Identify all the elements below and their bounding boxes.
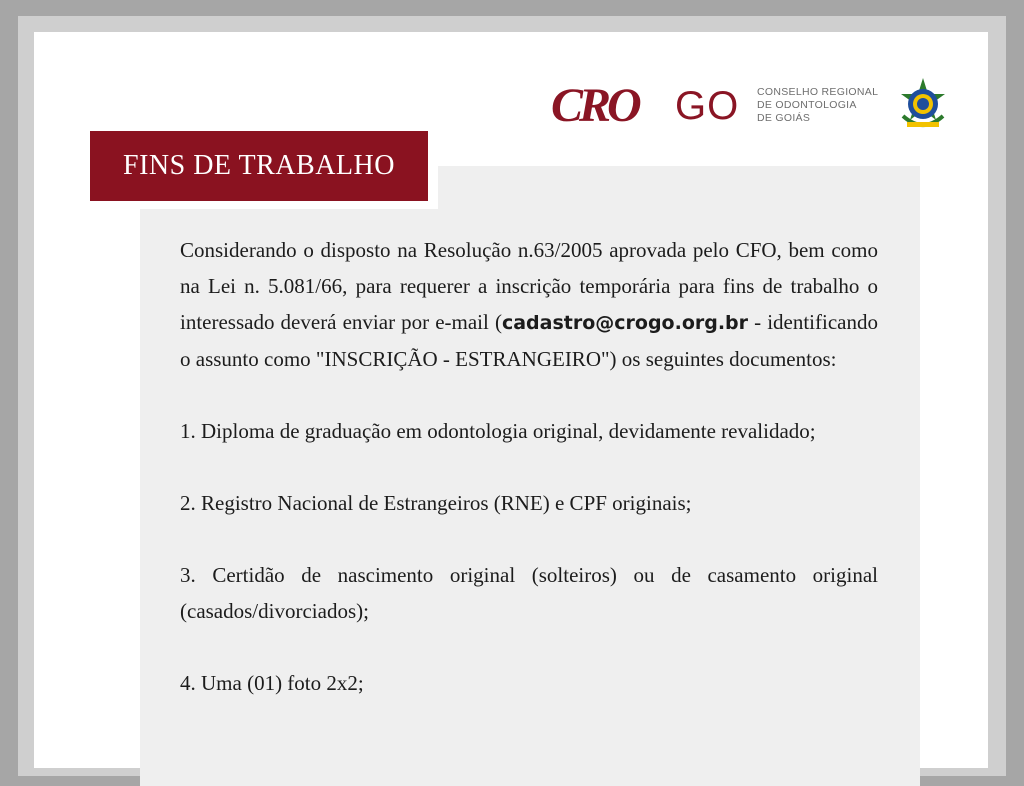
list-item: 2. Registro Nacional de Estrangeiros (RNE) e CPF originais; [180,491,692,515]
intro-text-after: - identificando o assunto como "INSCRIÇÃO - ESTRANGEIRO") os seguintes documentos: [180,310,878,371]
cro-go-logo [551,76,961,136]
list-item: 3. Certidão de nascimento original (solteiros) ou de casamento original (casados/divorciados); [180,563,878,623]
intro-text-before: Considerando o disposto na Resolução n.63/2005 aprovada pelo CFO, bem como na Lei n. 5.081/66, para requerer a inscrição temporária para fins de trabalho o interessado deverá enviar por e-mail ( [180,238,878,334]
section-title-banner [90,131,428,201]
section-title: FINS DE TRABALHO [123,150,395,181]
cro-logo-mark: CRO [551,79,638,132]
council-line-3: DE GOIÁS [757,112,811,124]
go-logo-mark: GO [675,84,740,128]
requirements-text [180,232,878,737]
list-item: 4. Uma (01) foto 2x2; [180,671,364,695]
council-line-2: DE ODONTOLOGIA [757,99,857,111]
coat-of-arms-icon [893,76,953,136]
intro-paragraph [180,232,878,377]
email-link[interactable]: cadastro@crogo.org.br [501,312,749,334]
council-name [757,86,878,125]
council-line-1: CONSELHO REGIONAL [757,86,879,98]
list-item: 1. Diploma de graduação em odontologia original, devidamente revalidado; [180,419,816,443]
